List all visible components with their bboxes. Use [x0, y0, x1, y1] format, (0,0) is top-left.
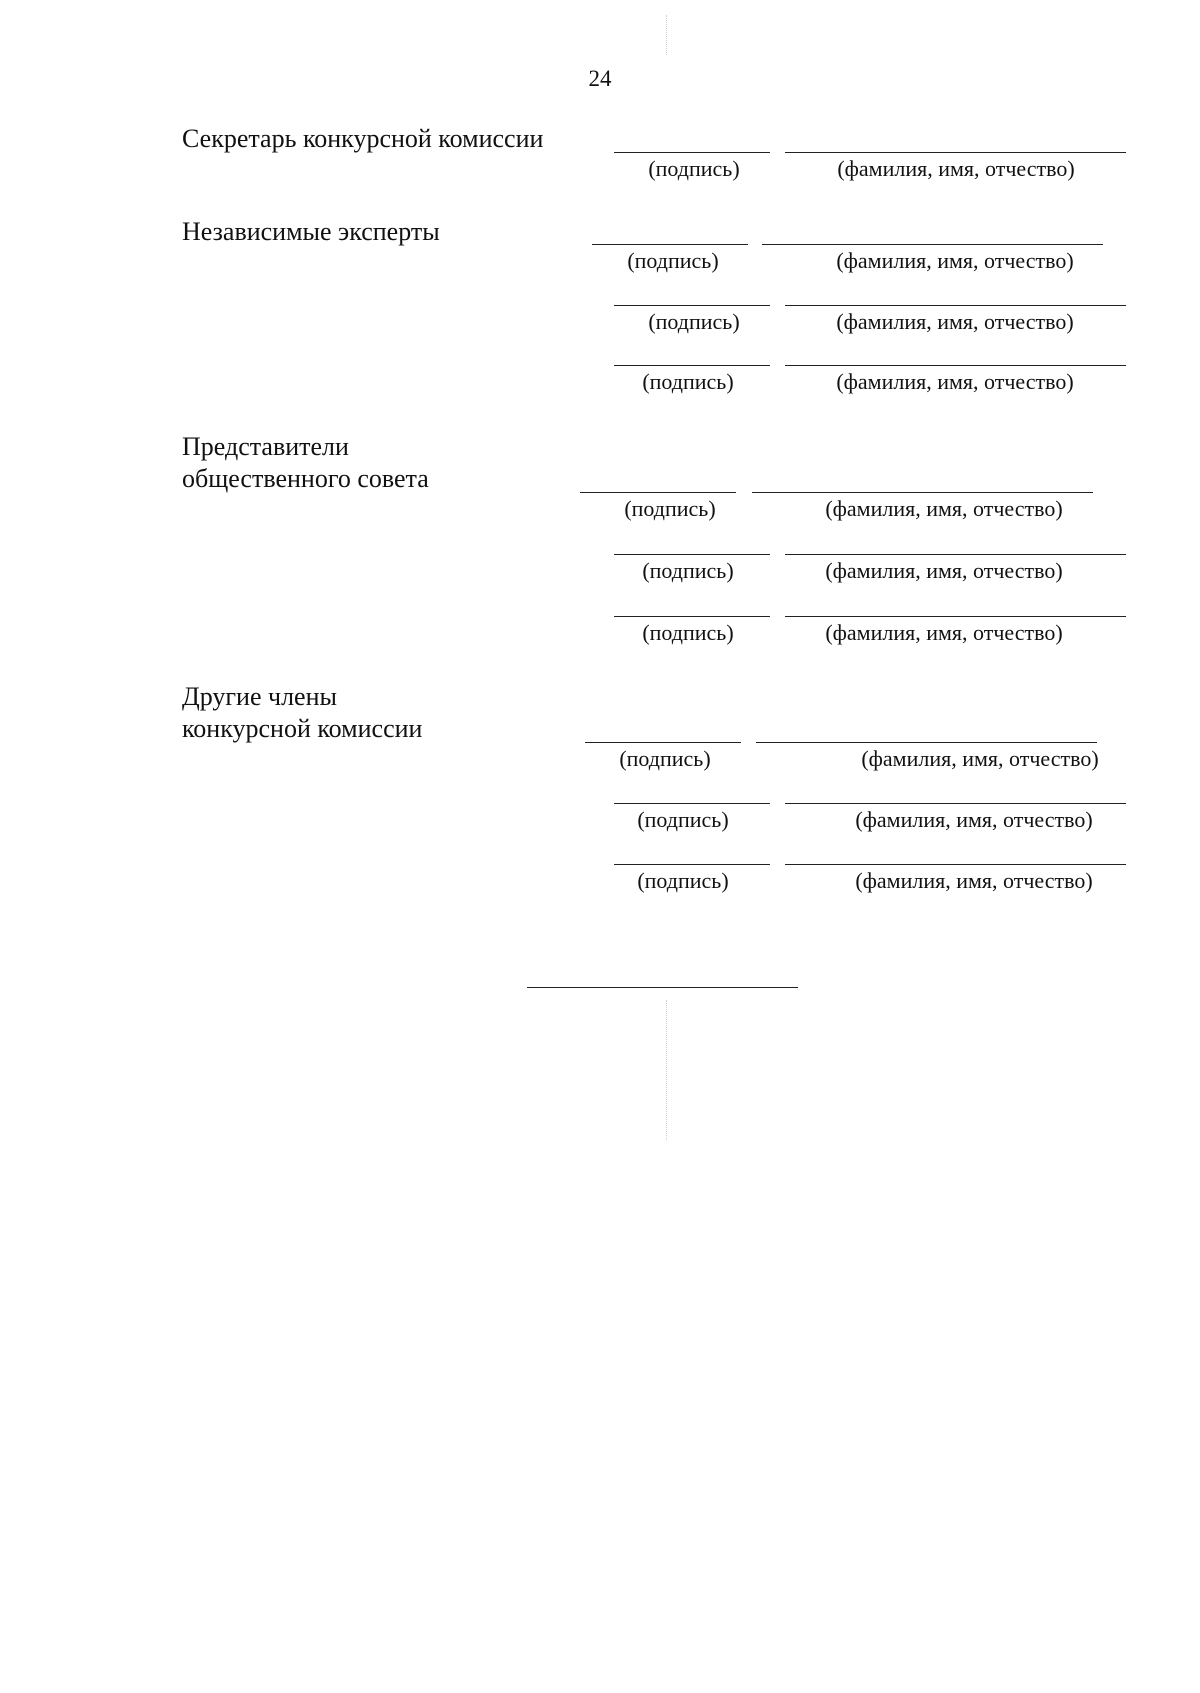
signature-line[interactable]: [585, 742, 741, 743]
signature-caption: (подпись): [648, 309, 740, 334]
section-title-line: Секретарь конкурсной комиссии: [182, 124, 544, 153]
name-caption: (фамилия, имя, отчество): [825, 558, 1063, 583]
signature-caption: (подпись): [642, 620, 734, 645]
signature-caption: (подпись): [627, 248, 719, 273]
scan-artifact: [666, 1000, 667, 1140]
name-line[interactable]: [785, 152, 1126, 153]
section-title-line: Другие члены: [182, 682, 337, 711]
name-line[interactable]: [762, 244, 1103, 245]
signature-line[interactable]: [614, 554, 770, 555]
name-caption: (фамилия, имя, отчество): [836, 369, 1074, 394]
signature-caption: (подпись): [624, 496, 716, 521]
signature-caption: (подпись): [637, 868, 729, 893]
name-line[interactable]: [785, 365, 1126, 366]
scan-artifact: [666, 15, 667, 55]
section-title-public-council: [182, 431, 429, 495]
name-caption: (фамилия, имя, отчество): [836, 309, 1074, 334]
signature-line[interactable]: [614, 305, 770, 306]
end-separator-line: [527, 987, 798, 988]
name-line[interactable]: [785, 864, 1126, 865]
signature-line[interactable]: [614, 616, 770, 617]
signature-line[interactable]: [580, 492, 736, 493]
name-line[interactable]: [752, 492, 1093, 493]
signature-line[interactable]: [614, 365, 770, 366]
name-line[interactable]: [785, 305, 1126, 306]
section-title-line: общественного совета: [182, 464, 429, 493]
name-line[interactable]: [756, 742, 1097, 743]
section-title-line: Независимые эксперты: [182, 217, 440, 246]
name-caption: (фамилия, имя, отчество): [861, 746, 1099, 771]
signature-caption: (подпись): [619, 746, 711, 771]
section-title-other-members: [182, 681, 422, 745]
section-title-line: Представители: [182, 432, 349, 461]
name-line[interactable]: [785, 616, 1126, 617]
signature-line[interactable]: [614, 864, 770, 865]
page-number: 24: [588, 66, 612, 91]
signature-line[interactable]: [614, 152, 770, 153]
name-caption: (фамилия, имя, отчество): [836, 248, 1074, 273]
signature-line[interactable]: [592, 244, 748, 245]
name-caption: (фамилия, имя, отчество): [825, 496, 1063, 521]
signature-caption: (подпись): [642, 369, 734, 394]
name-caption: (фамилия, имя, отчество): [837, 156, 1075, 181]
signature-caption: (подпись): [642, 558, 734, 583]
name-caption: (фамилия, имя, отчество): [855, 807, 1093, 832]
signature-caption: (подпись): [648, 156, 740, 181]
signature-line[interactable]: [614, 803, 770, 804]
name-caption: (фамилия, имя, отчество): [825, 620, 1063, 645]
section-title-line: конкурсной комиссии: [182, 714, 423, 743]
name-line[interactable]: [785, 554, 1126, 555]
section-title-experts: [182, 216, 440, 248]
name-line[interactable]: [785, 803, 1126, 804]
section-title-secretary: [182, 123, 543, 155]
signature-caption: (подпись): [637, 807, 729, 832]
name-caption: (фамилия, имя, отчество): [855, 868, 1093, 893]
